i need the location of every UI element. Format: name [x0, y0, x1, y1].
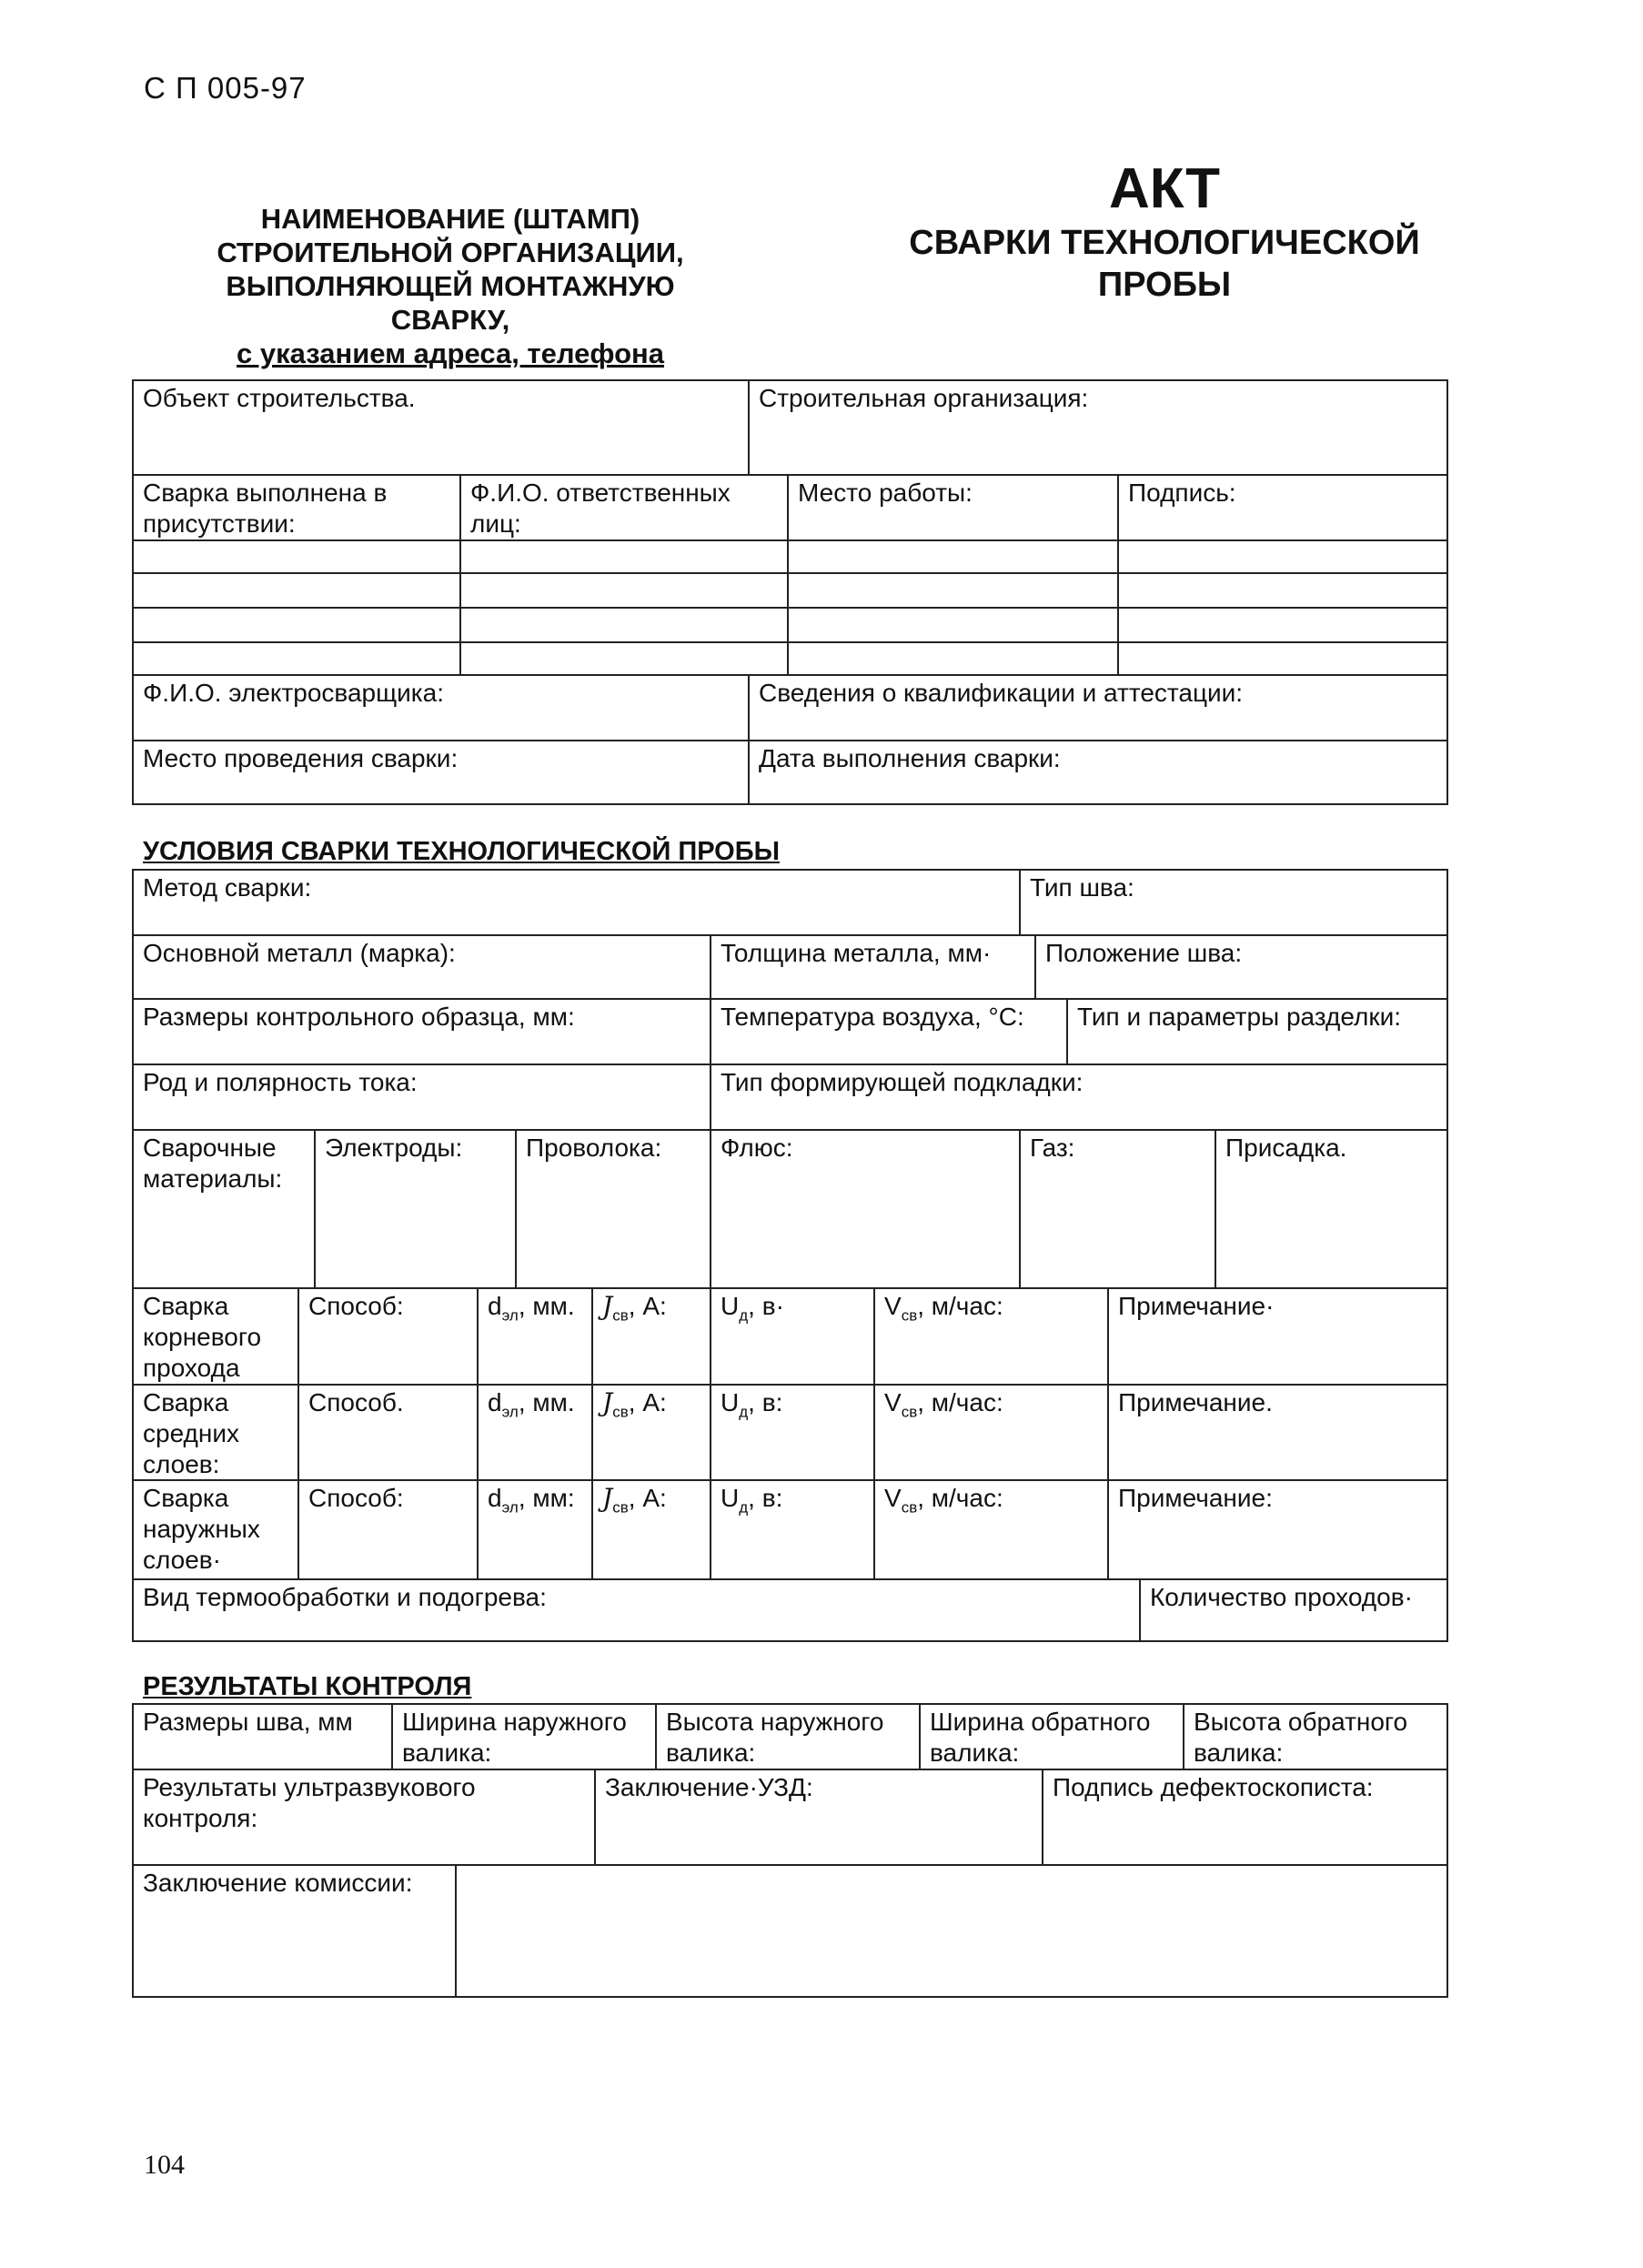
presence-row-cell[interactable]	[789, 541, 1119, 574]
presence-row-cell[interactable]	[134, 609, 461, 643]
object-field[interactable]: Объект строительства.	[134, 381, 750, 476]
metal-thickness-field[interactable]: Толщина металла, мм·	[711, 936, 1036, 1000]
welding-place-field[interactable]: Место проведения сварки:	[134, 741, 750, 803]
ultrasonic-results-field[interactable]: Результаты ультразвукового контроля:	[134, 1770, 596, 1866]
workplace-label: Место работы:	[789, 476, 1119, 541]
section-title-results: РЕЗУЛЬТАТЫ КОНТРОЛЯ	[143, 1672, 472, 1701]
presence-row-cell[interactable]	[134, 541, 461, 574]
outer-electrode-diameter-field[interactable]: $d_{эл}$, мм:	[479, 1481, 593, 1580]
stamp-line: СТРОИТЕЛЬНОЙ ОРГАНИЗАЦИИ,	[217, 237, 684, 268]
control-results-table	[132, 1703, 1448, 1998]
presence-row-cell[interactable]	[1119, 609, 1446, 643]
groove-params-field[interactable]: Тип и параметры разделки:	[1068, 1000, 1446, 1065]
page-number: 104	[144, 2150, 185, 2180]
presence-row-cell[interactable]	[461, 541, 789, 574]
air-temperature-field[interactable]: Температура воздуха, °С:	[711, 1000, 1068, 1065]
presence-row-cell[interactable]	[461, 643, 789, 676]
current-polarity-field[interactable]: Род и полярность тока:	[134, 1065, 711, 1131]
act-title-main: АКТ	[1108, 157, 1221, 220]
welding-materials-label: Сварочные материалы:	[134, 1131, 316, 1289]
middle-layers-label: Сварка средних слоев:	[134, 1386, 299, 1481]
outer-method-field[interactable]: Способ:	[299, 1481, 479, 1580]
root-electrode-diameter-field[interactable]: $d_{эл}$, мм.	[479, 1289, 593, 1386]
heat-treatment-field[interactable]: Вид термообработки и подогрева:	[134, 1580, 1141, 1640]
middle-current-field[interactable]: $Ј_{св}$, А:	[593, 1386, 711, 1481]
signature-label: Подпись:	[1119, 476, 1446, 541]
sample-size-field[interactable]: Размеры контрольного образца, мм:	[134, 1000, 711, 1065]
middle-note-field[interactable]: Примечание.	[1109, 1386, 1446, 1481]
stamp-line: НАИМЕНОВАНИЕ (ШТАМП)	[260, 203, 640, 235]
outer-note-field[interactable]: Примечание:	[1109, 1481, 1446, 1580]
presence-row-cell[interactable]	[1119, 643, 1446, 676]
electrodes-field[interactable]: Электроды:	[316, 1131, 517, 1289]
act-title-line: СВАРКИ ТЕХНОЛОГИЧЕСКОЙ	[909, 224, 1420, 262]
section-title-conditions: УСЛОВИЯ СВАРКИ ТЕХНОЛОГИЧЕСКОЙ ПРОБЫ	[143, 837, 780, 866]
organization-stamp	[164, 202, 737, 370]
root-voltage-field[interactable]: $U_д$, в·	[711, 1289, 875, 1386]
outer-bead-width-field[interactable]: Ширина наружного валика:	[393, 1705, 657, 1770]
presence-row-cell[interactable]	[461, 574, 789, 609]
act-title-line: ПРОБЫ	[1097, 266, 1232, 304]
middle-speed-field[interactable]: $V_{св}$, м/час:	[875, 1386, 1109, 1481]
filler-field[interactable]: Присадка.	[1216, 1131, 1446, 1289]
welding-method-field[interactable]: Метод сварки:	[134, 871, 1021, 936]
welding-date-field[interactable]: Дата выполнения сварки:	[759, 744, 1061, 772]
root-note-field[interactable]: Примечание·	[1109, 1289, 1446, 1386]
presence-row-cell[interactable]	[789, 574, 1119, 609]
presence-row-cell[interactable]	[461, 609, 789, 643]
back-bead-height-field[interactable]: Высота обратного валика:	[1184, 1705, 1446, 1770]
outer-speed-field[interactable]: $V_{св}$, м/час:	[875, 1481, 1109, 1580]
back-bead-width-field[interactable]: Ширина обратного валика:	[921, 1705, 1184, 1770]
general-info-table	[132, 379, 1448, 805]
presence-row-cell[interactable]	[789, 643, 1119, 676]
welder-field[interactable]: Ф.И.О. электросварщика:	[134, 676, 750, 741]
middle-electrode-diameter-field[interactable]: $d_{эл}$, мм.	[479, 1386, 593, 1481]
presence-label: Сварка выполнена в присутствии:	[134, 476, 461, 541]
root-current-field[interactable]: $Ј_{св}$, А:	[593, 1289, 711, 1386]
passes-count-field[interactable]: Количество проходов·	[1150, 1583, 1413, 1611]
uzd-conclusion-field[interactable]: Заключение·УЗД:	[596, 1770, 1043, 1866]
inspector-signature-field[interactable]: Подпись дефектоскописта:	[1043, 1770, 1446, 1866]
presence-row-cell[interactable]	[1119, 541, 1446, 574]
presence-row-cell[interactable]	[134, 574, 461, 609]
commission-conclusion-label: Заключение комиссии:	[134, 1866, 457, 1996]
middle-method-field[interactable]: Способ.	[299, 1386, 479, 1481]
middle-voltage-field[interactable]: $U_д$, в:	[711, 1386, 875, 1481]
outer-voltage-field[interactable]: $U_д$, в:	[711, 1481, 875, 1580]
act-title	[819, 156, 1510, 306]
outer-bead-height-field[interactable]: Высота наружного валика:	[657, 1705, 921, 1770]
responsible-persons-label: Ф.И.О. ответственных лиц:	[461, 476, 789, 541]
welding-conditions-table	[132, 869, 1448, 1642]
stamp-address-line: с указанием адреса, телефона	[237, 338, 664, 369]
presence-row-cell[interactable]	[134, 643, 461, 676]
qualification-field[interactable]: Сведения о квалификации и аттестации:	[750, 676, 1446, 741]
stamp-line: ВЫПОЛНЯЮЩЕЙ МОНТАЖНУЮ	[226, 270, 675, 302]
commission-conclusion-field[interactable]	[457, 1866, 1446, 1996]
root-method-field[interactable]: Способ:	[299, 1289, 479, 1386]
seam-position-field[interactable]: Положение шва:	[1036, 936, 1446, 1000]
presence-row-cell[interactable]	[1119, 574, 1446, 609]
root-pass-label: Сварка корневого прохода	[134, 1289, 299, 1386]
seam-size-label: Размеры шва, мм	[134, 1705, 393, 1770]
organization-field[interactable]: Строительная организация:	[750, 381, 1446, 476]
flux-field[interactable]: Флюс:	[711, 1131, 1021, 1289]
document-code: С П 005-97	[144, 71, 307, 105]
stamp-line: СВАРКУ,	[390, 304, 510, 336]
outer-current-field[interactable]: $Ј_{св}$, А:	[593, 1481, 711, 1580]
wire-field[interactable]: Проволока:	[517, 1131, 711, 1289]
gas-field[interactable]: Газ:	[1021, 1131, 1216, 1289]
presence-row-cell[interactable]	[789, 609, 1119, 643]
outer-layers-label: Сварка наружных слоев·	[134, 1481, 299, 1580]
seam-type-field[interactable]: Тип шва:	[1021, 871, 1446, 936]
backing-type-field[interactable]: Тип формирующей подкладки:	[711, 1065, 1446, 1131]
root-speed-field[interactable]: $V_{св}$, м/час:	[875, 1289, 1109, 1386]
base-metal-field[interactable]: Основной металл (марка):	[134, 936, 711, 1000]
